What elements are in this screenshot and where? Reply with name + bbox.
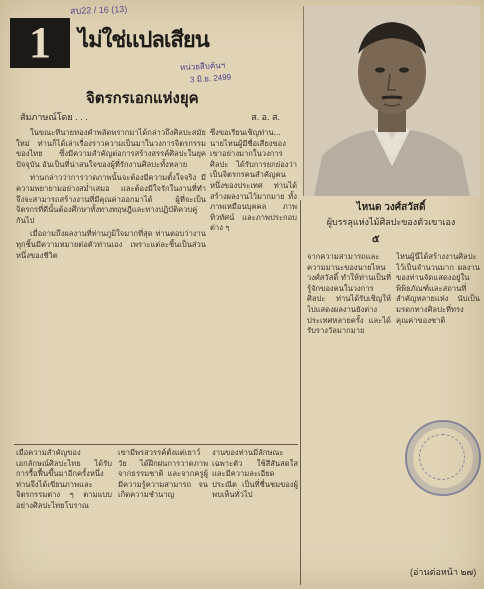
portrait-photo xyxy=(303,6,480,196)
intro-column xyxy=(16,128,206,444)
byline-author-label: สัมภาษณ์โดย . . . xyxy=(20,112,88,122)
lower-left-column: เมื่อความสำคัญของเอกลักษณ์ศิลปะไทย ได้รับการรื้อฟื้นขึ้นมาอีกครั้งหนึ่ง ท่านจึงได้เขียนภาพและจิตรกรรมต่าง ๆ ตามแบบอย่างศิลปะไทยโบราณ xyxy=(16,448,112,510)
article-title: จิตรกรเอกแห่งยุค xyxy=(86,90,199,107)
lower-mid-column: เขามีพรสวรรค์ตั้งแต่เยาว์วัย ได้ฝึกฝนการวาดภาพจากธรรมชาติ และจากครูผู้มีความรู้ความสามารถ จนเกิดความชำนาญ xyxy=(118,448,208,500)
portrait-illustration xyxy=(304,6,480,196)
column-title: ไม่ใช่แปลเสียน xyxy=(78,27,209,52)
handwritten-reference: สบ22 / 16 (13) xyxy=(69,4,128,16)
intro-paragraph-1: ในขณะที่นายทองคำพลัดพรากมาได้กล่าวถึงศิลปะสมัยใหม่ ท่านก็ได้เล่าเรื่องราวความเป็นมาในวงการจิตรกรรมของไทย ซึ่งมีความสำคัญต่อการสร้างสรรค์ศิลปะในยุคปัจจุบัน อันเป็นที่น่าสนใจของผู้ที่รักงานศิลปะทั้งหลาย xyxy=(16,128,206,169)
section-marker: ๕ xyxy=(372,234,380,245)
byline-author-initials: ส. อ. ส. xyxy=(251,112,280,122)
intro-paragraph-2: ท่านกล่าวว่าการวาดภาพนั้นจะต้องมีความตั้งใจจริง มีความพยายามอย่างสม่ำเสมอ และต้องมีใจรักในงานที่ทำ จึงจะสามารถสร้างงานที่มีคุณค่าออกมาได้ ผู้ที่จะเป็นจิตรกรที่ดีนั้นต้องศึกษาทั้งทางทฤษฎีและทางปฏิบัติควบคู่กันไป xyxy=(16,173,206,225)
vertical-divider xyxy=(300,200,301,585)
byline xyxy=(20,110,280,124)
caption-text: ผู้บรรลุแห่งไม้ศิลปะของตัวเขาเอง xyxy=(326,217,456,227)
issue-number: 1 xyxy=(10,18,70,68)
photo-caption xyxy=(303,200,479,229)
archive-stamp: หน่วยสืบค้นฯ xyxy=(179,60,226,73)
seal-inner-ring xyxy=(419,434,465,480)
right-column-a: จากความสามารถและความมานะของนายไหน วงศ์สวัสดิ์ ทำให้ท่านเป็นที่รู้จักของคนในวงการศิลปะ ท่านได้รับเชิญให้ไปแสดงผลงานยังต่างประเทศหลายครั้ง และได้รับรางวัลมากมาย xyxy=(307,252,391,336)
horizontal-divider xyxy=(14,444,298,445)
caption-name: ไหนด วงศ์สวัสดิ์ xyxy=(356,202,426,213)
official-seal xyxy=(405,420,481,496)
mid-column: ซึ่งขอเรียนเชิญท่าน... นายไหนผู้มีชื่อเสียงของเขาอย่างมากในวงการศิลปะ ได้รับการยกย่องว่าเป็นจิตรกรคนสำคัญคนหนึ่งของประเทศ ท่านได้สร้างผลงานไว้มากมาย ทั้งภาพเหมือนบุคคล ภาพทิวทัศน์ และภาพประกอบต่าง ๆ xyxy=(210,128,297,233)
column-masthead xyxy=(10,14,295,73)
continued-notice: (อ่านต่อหน้า ๒๗) xyxy=(410,567,477,577)
right-column-b: ไหนผู้นี้ได้สร้างงานศิลปะไว้เป็นจำนวนมาก ผลงานของท่านจัดแสดงอยู่ในพิพิธภัณฑ์และสถานที่สำคัญหลายแห่ง นับเป็นมรดกทางศิลปะที่ทรงคุณค่าของชาติ xyxy=(396,252,480,325)
handwritten-date: 3 มิ.ย. 2499 xyxy=(189,72,232,85)
lower-mid-right-column: งานของท่านมีลักษณะเฉพาะตัว ใช้สีสันสดใส และมีความละเอียดประณีต เป็นที่ชื่นชมของผู้พบเห็นทั่วไป xyxy=(212,448,298,500)
intro-paragraph-3: เมื่อถามถึงผลงานที่ท่านภูมิใจมากที่สุด ท่านตอบว่างานทุกชิ้นมีความหมายต่อตัวท่านเอง เพราะแต่ละชิ้นเป็นส่วนหนึ่งของชีวิต xyxy=(16,229,206,260)
